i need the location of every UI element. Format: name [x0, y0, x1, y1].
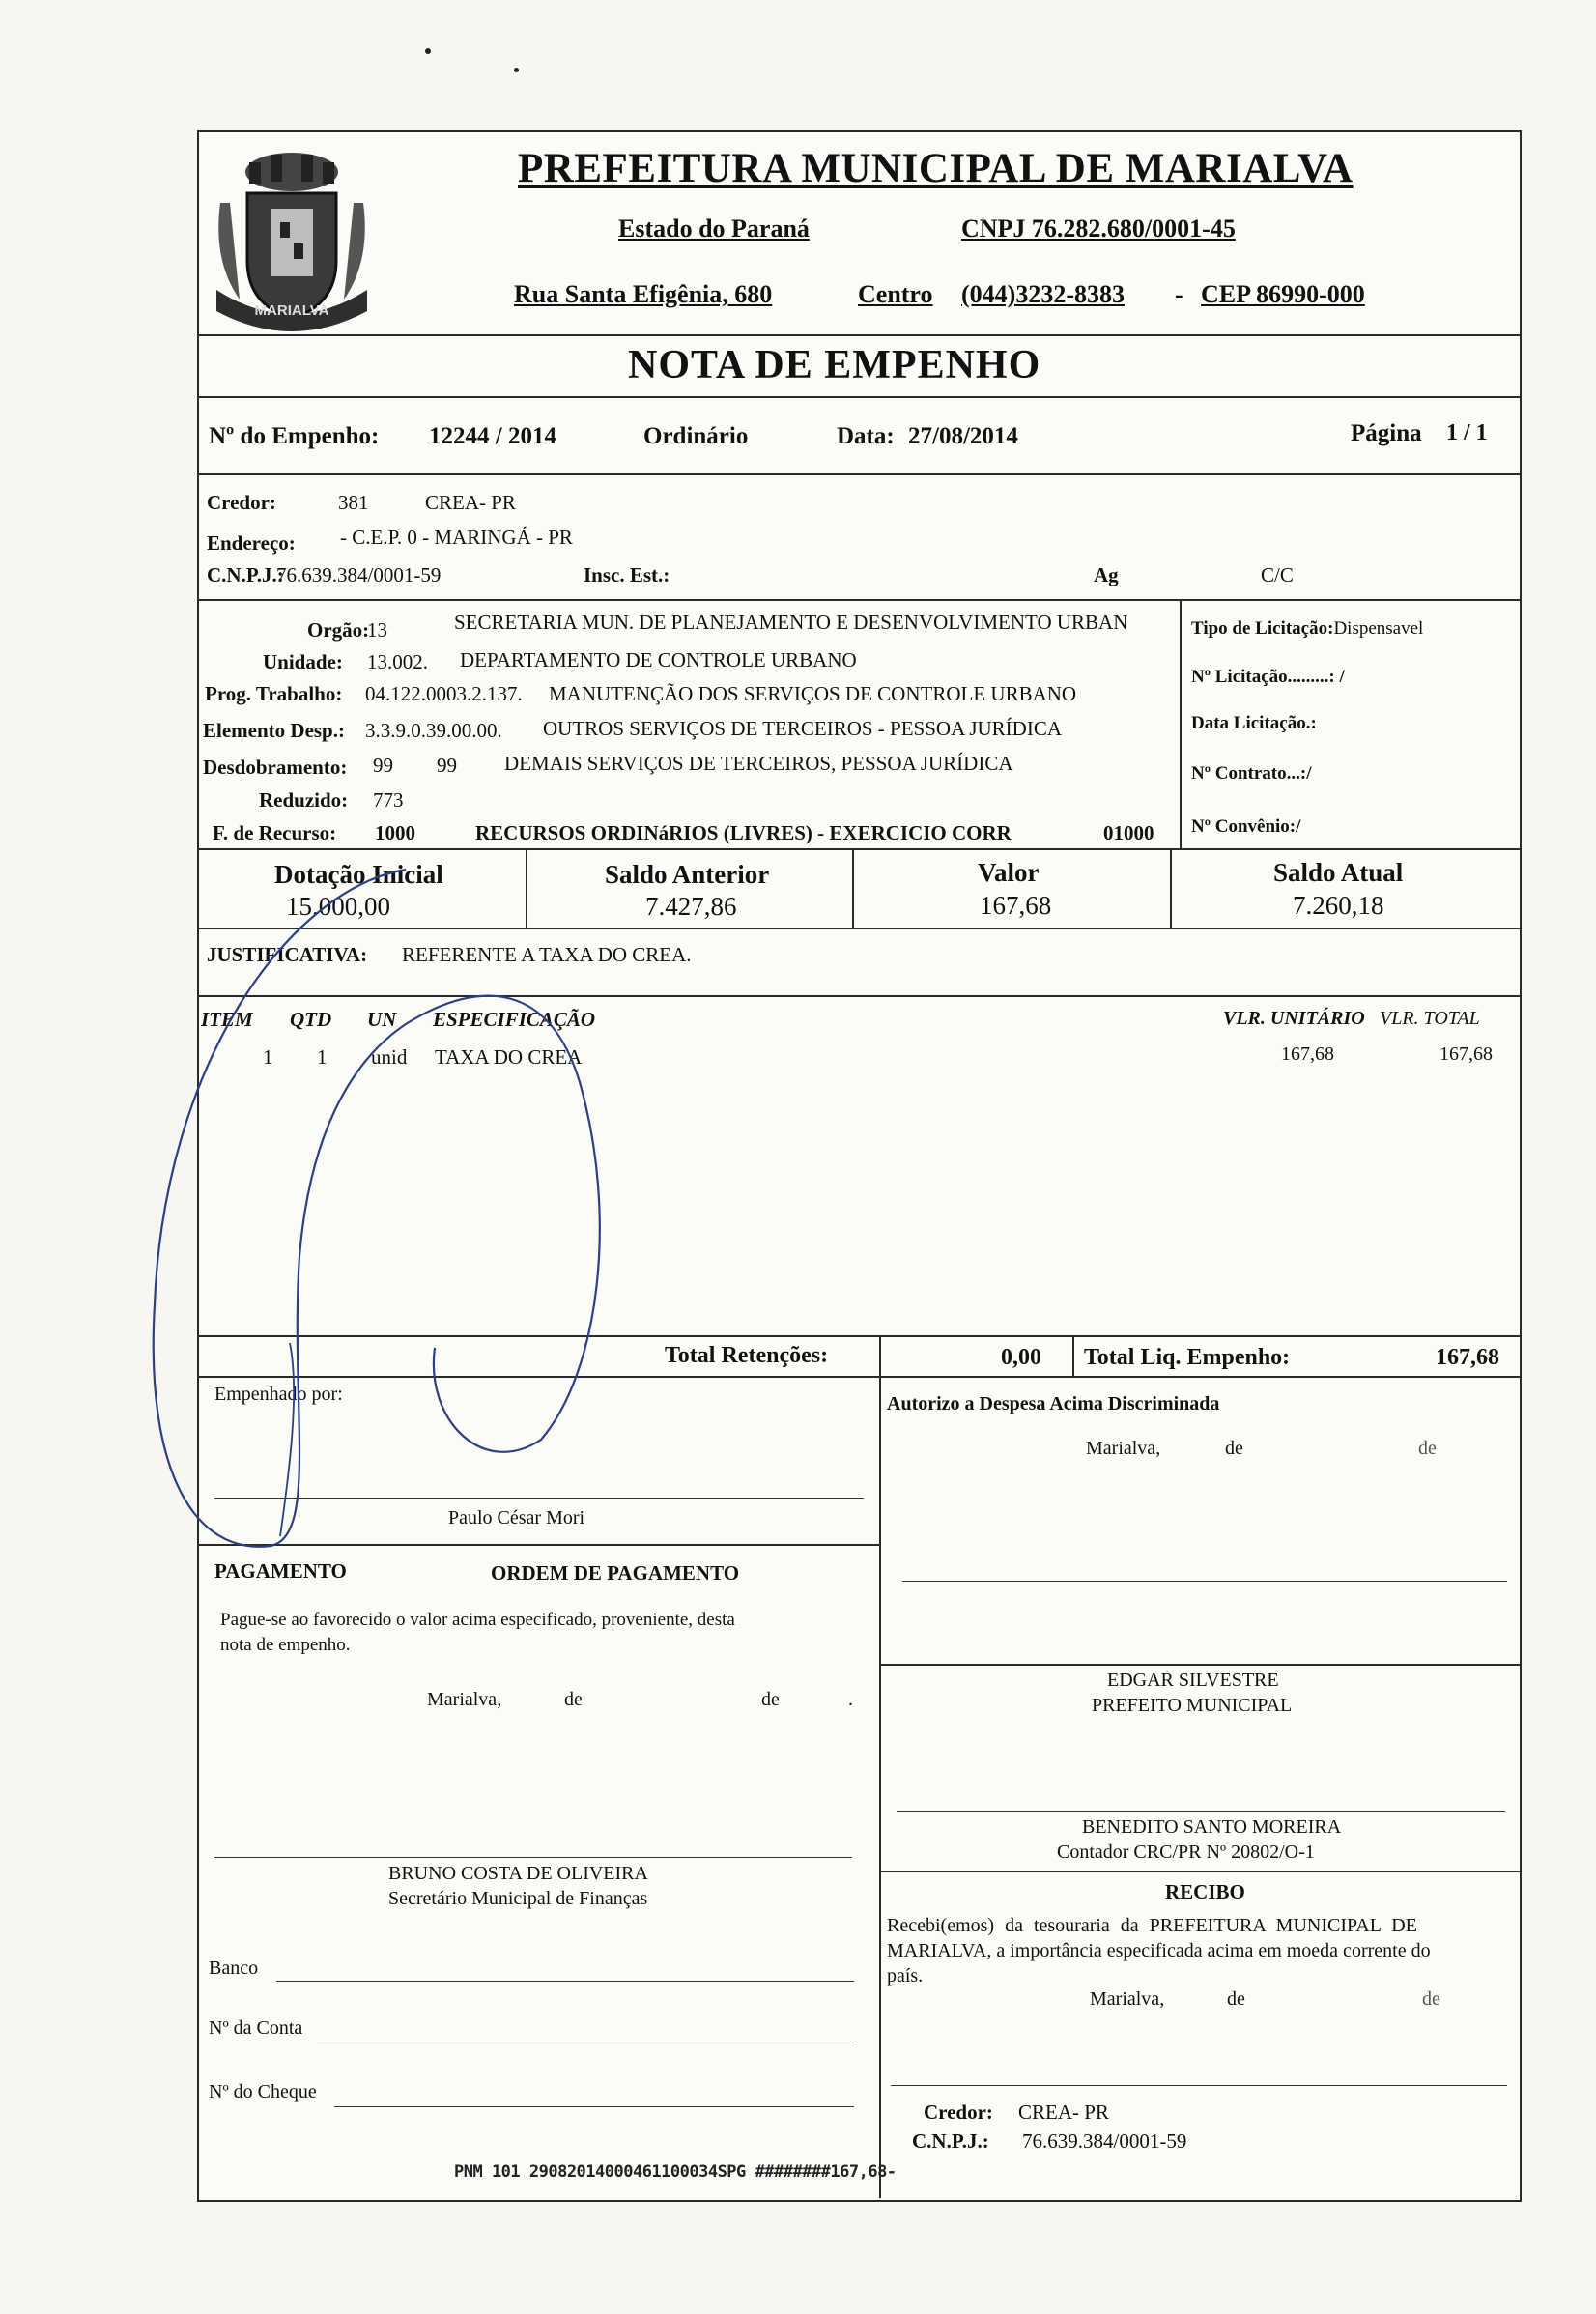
recurso-number: 01000	[1103, 821, 1154, 844]
recibo-de1: de	[1227, 1988, 1245, 2010]
conta-label: Nº da Conta	[209, 2017, 303, 2039]
unidade-desc: DEPARTAMENTO DE CONTROLE URBANO	[460, 648, 857, 671]
desdobramento-code1: 99	[373, 754, 393, 777]
district-label: Centro	[858, 280, 933, 308]
contador-role: Contador CRC/PR Nº 20802/O-1	[1057, 1842, 1315, 1863]
banco-label: Banco	[209, 1957, 259, 1979]
empenho-number-label: Nº do Empenho:	[209, 423, 380, 449]
item-un: unid	[371, 1045, 408, 1069]
recibo-label: RECIBO	[1165, 1880, 1245, 1903]
prefeito-role: PREFEITO MUNICIPAL	[1092, 1695, 1293, 1716]
prog-trabalho-code: 04.122.0003.2.137.	[365, 682, 523, 705]
autorizo-de2: de	[1418, 1438, 1437, 1459]
autorizo-de1: de	[1225, 1438, 1243, 1459]
unidade-label: Unidade:	[263, 650, 343, 673]
phone-label: (044)3232-8383	[961, 280, 1125, 308]
endereco-value: - C.E.P. 0 - MARINGÁ - PR	[340, 526, 573, 549]
item-vlr-unitario: 167,68	[1281, 1043, 1334, 1065]
elemento-label: Elemento Desp.:	[203, 719, 345, 742]
pagamento-label: PAGAMENTO	[214, 1559, 347, 1583]
recibo-credor-value: CREA- PR	[1018, 2100, 1109, 2124]
prefeito-name: EDGAR SILVESTRE	[1107, 1670, 1279, 1691]
insc-est-label: Insc. Est.:	[584, 563, 670, 586]
dotacao-label: Dotação Inicial	[274, 860, 443, 889]
elemento-code: 3.3.9.0.39.00.00.	[365, 719, 502, 742]
reduzido-code: 773	[373, 788, 404, 812]
pagamento-city: Marialva,	[427, 1689, 502, 1710]
empenhado-name: Paulo César Mori	[448, 1507, 585, 1528]
item-number: 1	[263, 1045, 273, 1069]
elemento-desc: OUTROS SERVIÇOS DE TERCEIROS - PESSOA JURÍDICA	[543, 717, 1063, 740]
autorizo-city: Marialva,	[1086, 1438, 1161, 1459]
pagamento-dot: .	[848, 1689, 853, 1710]
credor-name: CREA- PR	[425, 491, 516, 514]
orgao-label: Orgão:	[307, 618, 370, 642]
tipo-licitacao-value: Dispensavel	[1333, 618, 1424, 639]
document-title: NOTA DE EMPENHO	[628, 343, 1041, 387]
dotacao-value: 15.000,00	[286, 892, 390, 921]
recibo-text1: Recebi(emos) da tesouraria da PREFEITURA MUNICIPAL DE	[887, 1915, 1417, 1936]
pagamento-de1: de	[564, 1689, 583, 1710]
saldo-atual-value: 7.260,18	[1293, 891, 1384, 920]
cheque-label: Nº do Cheque	[209, 2081, 317, 2102]
col-header-qtd: QTD	[290, 1008, 332, 1031]
reduzido-label: Reduzido:	[259, 788, 349, 812]
recibo-de2: de	[1422, 1988, 1440, 2010]
data-licitacao-label: Data Licitação.:	[1191, 713, 1317, 733]
col-header-vlr-unitario: VLR. UNITÁRIO	[1223, 1008, 1365, 1029]
recibo-text2: MARIALVA, a importância especificada acima em moeda corrente do	[887, 1940, 1431, 1961]
numero-licitacao-label: Nº Licitação.........: /	[1191, 667, 1345, 687]
total-liquido-label: Total Liq. Empenho:	[1084, 1345, 1291, 1370]
col-header-vlr-total: VLR. TOTAL	[1380, 1008, 1480, 1029]
page-title: PREFEITURA MUNICIPAL DE MARIALVA	[518, 146, 1354, 191]
secretario-role: Secretário Municipal de Finanças	[388, 1888, 648, 1909]
prog-trabalho-desc: MANUTENÇÃO DOS SERVIÇOS DE CONTROLE URBANO	[549, 682, 1077, 705]
saldo-anterior-value: 7.427,86	[645, 892, 737, 921]
credor-code: 381	[338, 491, 369, 514]
item-qtd: 1	[317, 1045, 328, 1069]
ordem-pagamento-label: ORDEM DE PAGAMENTO	[491, 1561, 740, 1585]
valor-value: 167,68	[980, 891, 1052, 920]
footer-code: PNM 101 29082014000461100034SPG ########167,68-	[454, 2162, 897, 2182]
item-espec: TAXA DO CREA	[435, 1045, 583, 1069]
page-label: Página	[1351, 420, 1422, 446]
recibo-city: Marialva,	[1090, 1988, 1165, 2010]
recurso-desc: RECURSOS ORDINáRIOS (LIVRES) - EXERCICIO CORR	[475, 821, 1012, 844]
col-header-item: ITEM	[201, 1008, 253, 1031]
saldo-atual-label: Saldo Atual	[1273, 858, 1404, 887]
contador-name: BENEDITO SANTO MOREIRA	[1082, 1816, 1342, 1838]
total-retencoes-value: 0,00	[1001, 1345, 1041, 1370]
justificativa-label: JUSTIFICATIVA:	[207, 943, 368, 966]
page-number: 1 / 1	[1446, 420, 1488, 445]
credor-cnpj: 76.639.384/0001-59	[276, 563, 442, 586]
state-label: Estado do Paraná	[618, 214, 810, 243]
item-vlr-total: 167,68	[1439, 1043, 1493, 1065]
svg-text:MARIALVA: MARIALVA	[254, 302, 329, 319]
cnpj-label: CNPJ 76.282.680/0001-45	[961, 214, 1236, 243]
recibo-credor-label: Credor:	[924, 2100, 993, 2124]
desdobramento-label: Desdobramento:	[203, 756, 348, 779]
conta-corrente-label: C/C	[1261, 563, 1294, 586]
recurso-code: 1000	[375, 821, 415, 844]
orgao-code: 13	[367, 618, 387, 642]
orgao-desc: SECRETARIA MUN. DE PLANEJAMENTO E DESENVOLVIMENTO URBAN	[454, 611, 1128, 634]
col-header-especificacao: ESPECIFICAÇÃO	[433, 1008, 596, 1031]
cep-label: CEP 86990-000	[1201, 280, 1365, 308]
desdobramento-desc: DEMAIS SERVIÇOS DE TERCEIROS, PESSOA JURÍDICA	[504, 752, 1013, 775]
address-label: Rua Santa Efigênia, 680	[514, 280, 773, 308]
desdobramento-code2: 99	[437, 754, 457, 777]
endereco-label: Endereço:	[207, 531, 296, 555]
agencia-label: Ag	[1094, 563, 1119, 586]
autorizo-label: Autorizo a Despesa Acima Discriminada	[887, 1393, 1220, 1414]
recibo-cnpj-label: C.N.P.J.:	[912, 2129, 989, 2153]
saldo-anterior-label: Saldo Anterior	[605, 860, 770, 889]
col-header-un: UN	[367, 1008, 397, 1031]
unidade-code: 13.002.	[367, 650, 428, 673]
empenhado-label: Empenhado por:	[214, 1384, 343, 1405]
prog-trabalho-label: Prog. Trabalho:	[205, 682, 343, 705]
date-label: Data:	[837, 423, 895, 449]
pagamento-text1: Pague-se ao favorecido o valor acima especificado, proveniente, desta	[220, 1610, 735, 1630]
total-liquido-value: 167,68	[1436, 1345, 1499, 1370]
pagamento-text2: nota de empenho.	[220, 1635, 351, 1655]
header-dash: -	[1175, 280, 1183, 308]
tipo-licitacao-label-text: Tipo de Licitação:	[1191, 618, 1334, 639]
valor-label: Valor	[978, 858, 1040, 887]
secretario-name: BRUNO COSTA DE OLIVEIRA	[388, 1863, 648, 1884]
recibo-text3: país.	[887, 1965, 924, 1986]
empenho-number: 12244 / 2014	[429, 423, 556, 449]
credor-label: Credor:	[207, 491, 276, 514]
convenio-label: Nº Convênio:/	[1191, 816, 1301, 837]
empenho-date: 27/08/2014	[908, 423, 1018, 449]
pagamento-de2: de	[761, 1689, 780, 1710]
cnpj-label: C.N.P.J.:	[207, 563, 284, 586]
contrato-label: Nº Contrato...:/	[1191, 763, 1312, 784]
justificativa-text: REFERENTE A TAXA DO CREA.	[402, 943, 692, 966]
recibo-cnpj-value: 76.639.384/0001-59	[1022, 2129, 1187, 2153]
recurso-label: F. de Recurso:	[213, 821, 337, 844]
empenho-type: Ordinário	[643, 423, 749, 449]
total-retencoes-label: Total Retenções:	[665, 1343, 829, 1368]
